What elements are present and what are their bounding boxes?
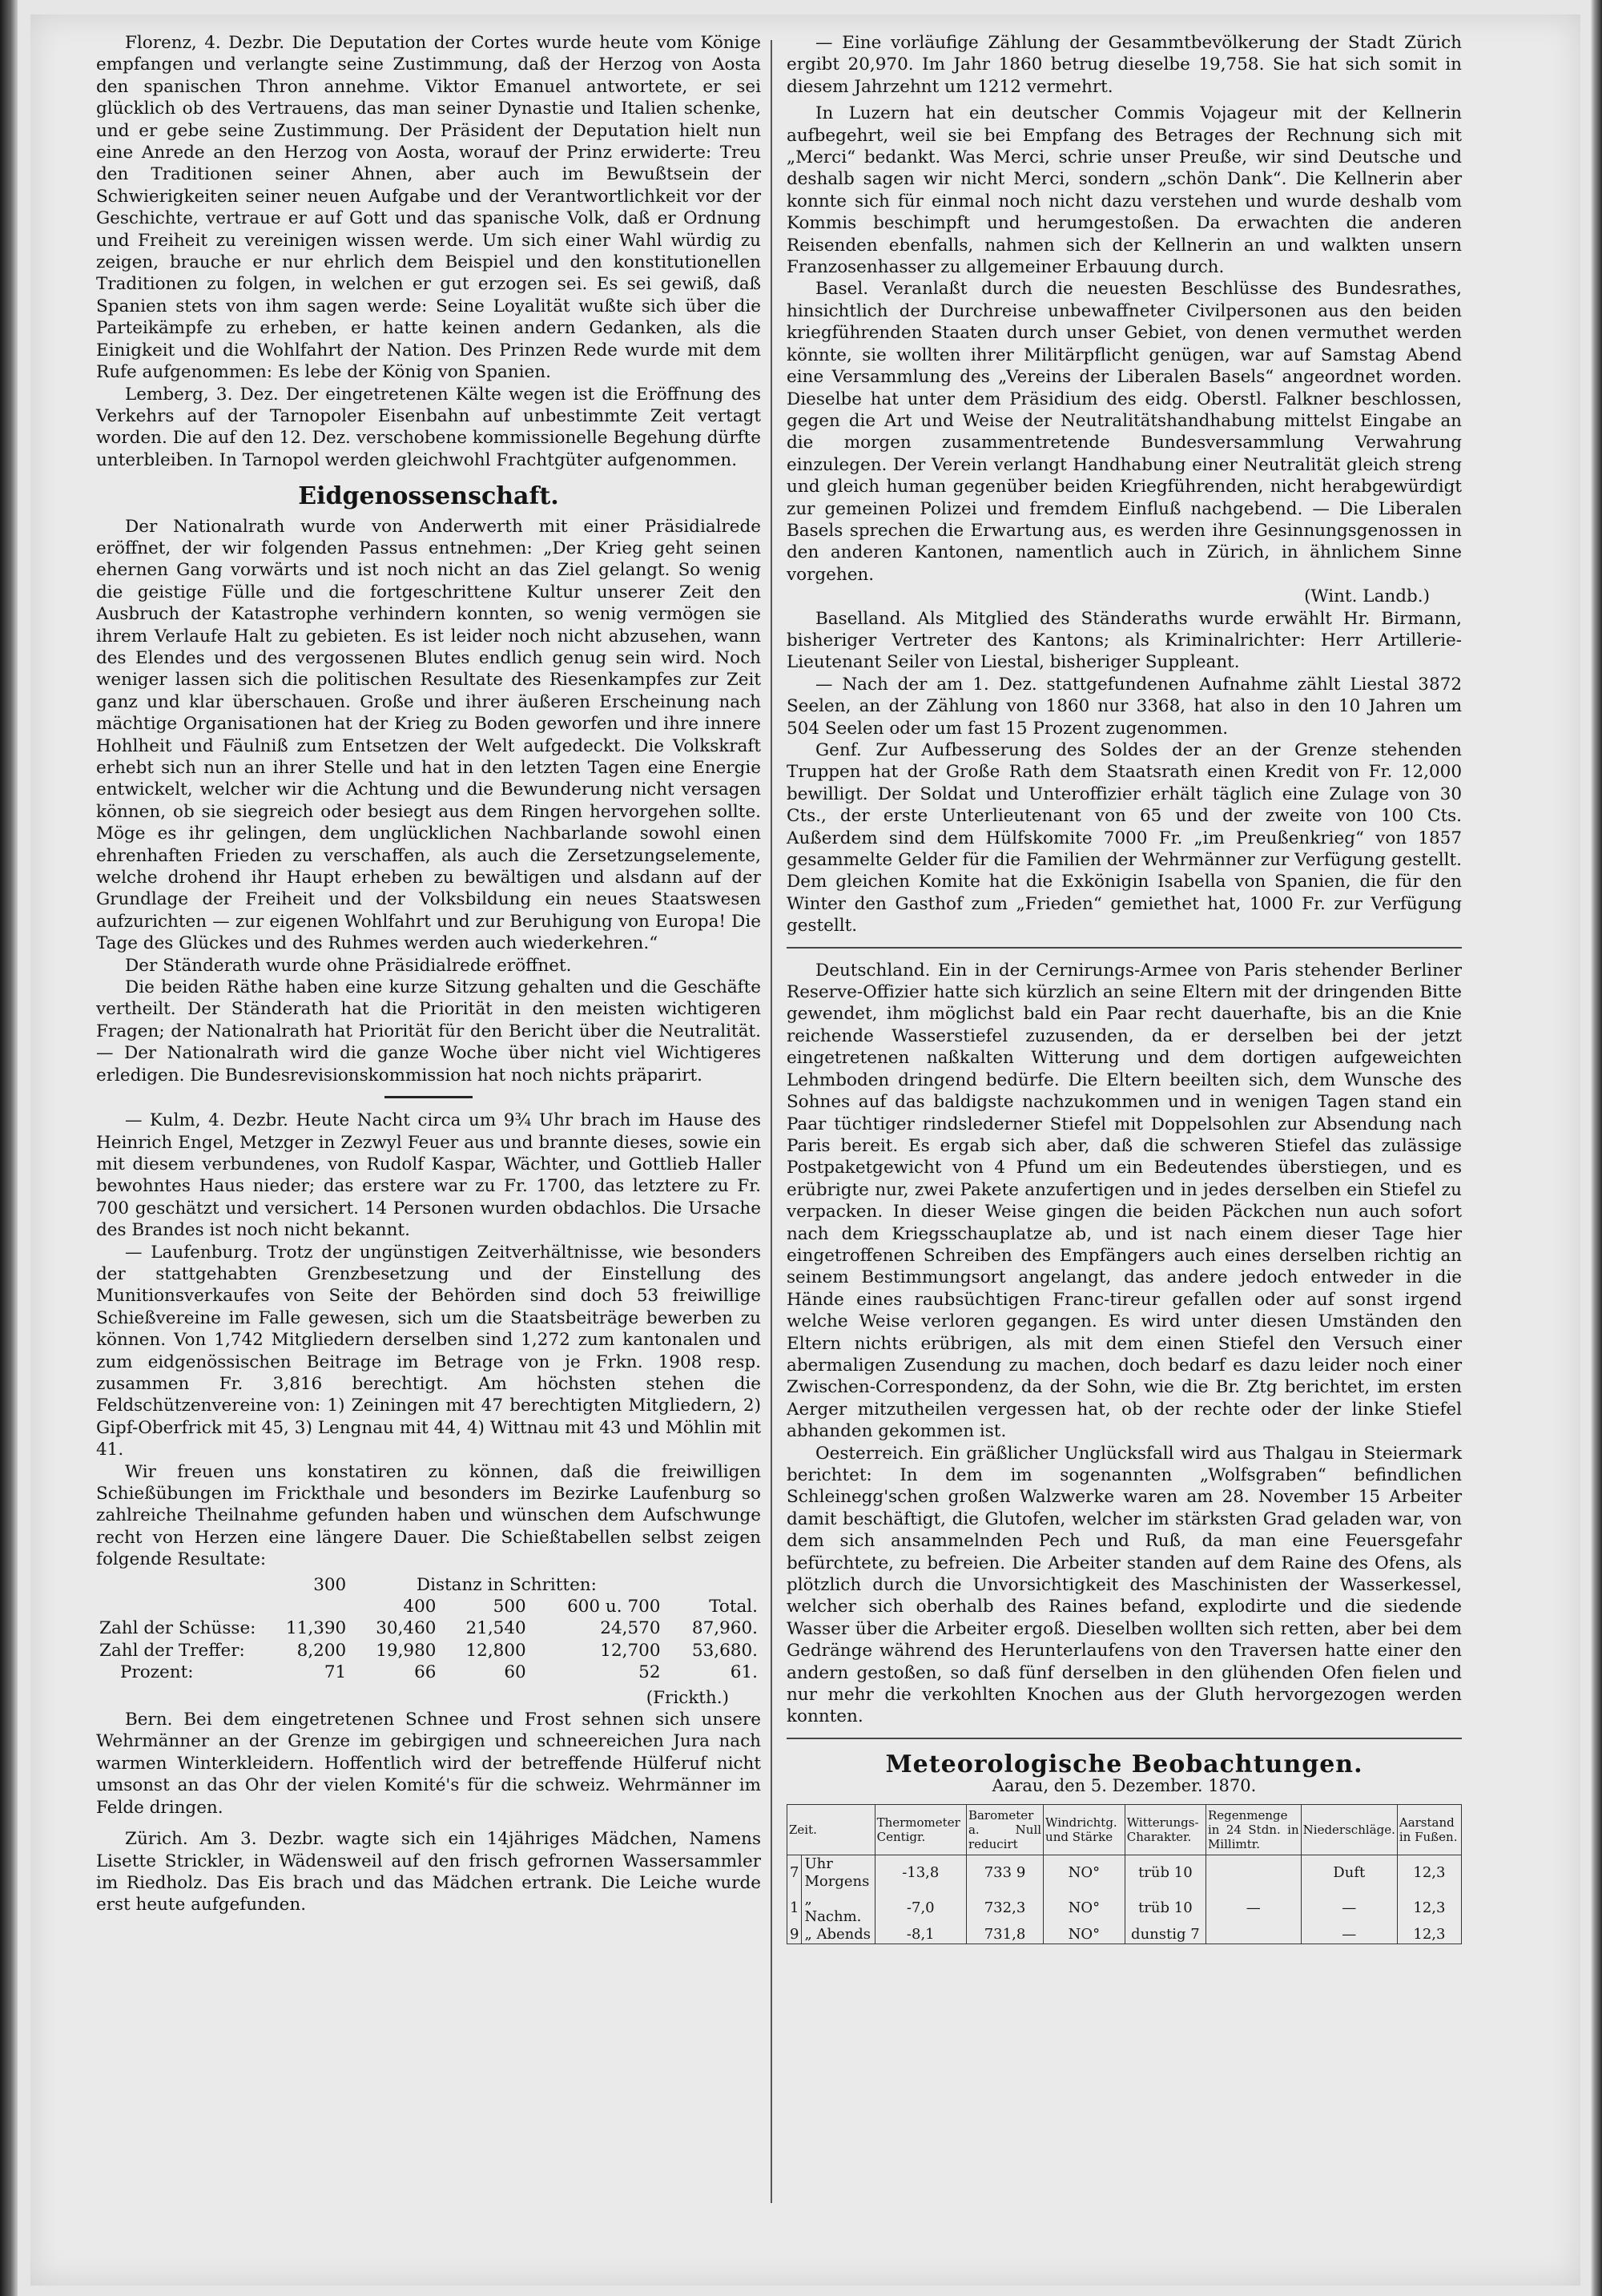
table-cell: „ Abends [802, 1926, 875, 1944]
article-raethe: Die beiden Räthe haben eine kurze Sitzung gehalten und die Geschäfte vertheilt. Der Ständerath hat die Priorität in den meisten wichtigeren Fragen; der Nationalrath hat Priorität für den Bericht über die Neutralität. — Der Nationalrath wird die ganze Woche über nicht viel Wichtigeres erledigen. Die Bundesrevisionskommission hat noch nichts präparirt. [96, 977, 761, 1086]
weather-table [787, 1804, 1462, 1944]
article-zuerich-zaehlung: — Eine vorläufige Zählung der Gesammtbevölkerung der Stadt Zürich ergibt 20,970. Im Jahr 1860 betrug dieselbe 19,758. Sie hat sich somit in diesem Jahrzehnt um 1212 vermehrt. [787, 33, 1462, 97]
table-row [787, 1855, 1462, 1891]
row-label: Prozent: [120, 1662, 194, 1683]
section-separator [787, 1738, 1462, 1739]
section-separator [384, 1096, 473, 1098]
article-deutschland: Deutschland. Ein in der Cernirungs-Armee von Paris stehender Berliner Reserve-Offizier hatte sich kürzlich an seine Eltern mit der dringenden Bitte gewendet, ihm möglichst bald ein Paar recht dauerhafte, bis an die Knie reichende Wasserstiefel zuzusenden, da er derselben bei der jetzt eingetretenen naßkalten Witterung und dem dortigen aufgeweichten Lehmboden dringend bedürfe. Die Eltern beeilten sich, dem Wunsche des Sohnes auf das baldigste nachzukommen und in wenigen Tagen stand ein Paar tüchtiger rindslederner Stiefel mit Doppelsohlen zur Absendung nach Paris bereit. Es ergab sich aber, daß die schweren Stiefel das zulässige Postpaketgewicht von 4 Pfund um ein Bedeutendes überstiegen, und es erübrigte nur, zwei Pakete anzufertigen und in jedes derselben ein Stiefel zu verpacken. In dieser Weise gingen die beiden Päckchen nun auch sofort nach dem Kriegsschauplatze ab, und ist nach einem dieser Tage hier eingetroffenen Schreiben des Empfängers auch eines derselben richtig an seinem Bestimmungsort angelangt, das andere jedoch entweder in die Hände eines raubsüchtigen Franc-tireur gefallen oder auf sonst irgend welche Weise verloren gegangen. Es wird unter diesen Umständen den Eltern nichts erübrigen, als mit dem einen Stiefel den Versuch einer abermaligen Zusendung zu machen, doch bedarf es dazu leider noch einer Zwischen-Correspondenz, da der Sohn, wie die Br. Ztg berichtet, im ersten Aerger mitzutheilen vergessen hat, ob der rechte oder der linke Stiefel abhanden gekommen ist. [787, 960, 1462, 1442]
meteo-subtitle: Aarau, den 5. Dezember. 1870. [992, 1776, 1257, 1796]
table-cell: 732,3 [966, 1891, 1043, 1926]
left-column [96, 32, 761, 1916]
table-cell: — [1206, 1891, 1301, 1926]
table-cell: 19,980 [376, 1640, 437, 1661]
distance-header: Distanz in Schritten: [416, 1574, 597, 1595]
table-cell: NO° [1044, 1891, 1125, 1926]
table-cell: trüb 10 [1125, 1855, 1206, 1891]
table-row [96, 1596, 761, 1617]
table-cell: -8,1 [875, 1926, 966, 1944]
header-niederschlaege: Niederschläge. [1301, 1804, 1397, 1855]
article-genf: Genf. Zur Aufbesserung des Soldes der an der Grenze stehenden Truppen hat der Große Rath dem Staatsrath einen Kredit von Fr. 12,000 bewilligt. Der Soldat und Unteroffizier erhält täglich eine Zulage von 30 Cts., der erste Unterlieutenant von 65 und der zweite von 100 Cts. Außerdem sind dem Hülfskomite 7000 Fr. „im Preußenkrieg“ von 1857 gesammelte Gelder für die Familien der Wehrmänner zur Verfügung gestellt. Dem gleichen Komite hat die Exkönigin Isabella von Spanien, die für den Winter den Gasthof zum „Frieden“ gemiethet hat, 1000 Fr. zur Verfügung gestellt. [787, 740, 1462, 937]
article-oesterreich: Oesterreich. Ein gräßlicher Unglücksfall wird aus Thalgau in Steiermark berichtet: In dem im sogenannten „Wolfsgraben“ befindlichen Schleinegg'schen großen Walzwerke waren am 28. November 15 Arbeiter damit beschäftigt, die Glutofen, welcher im stärksten Grad geladen war, von dem sich ansammelnden Pech und Ruß, da man eine Feuersgefahr befürchtete, zu befreien. Die Arbeiter standen auf dem Raine des Ofens, als plötzlich durch die Unvorsichtigkeit des Maschinisten der Wasserkessel, welcher sich oberhalb des Raines befand, explodirte und die siedende Wasser über die Arbeiter ergoß. Dieselben wollten sich retten, aber bei dem Gedränge während des Herunterlaufens von den Traversen hatte einer den andern gestoßen, so daß fünf derselben in den glühenden Ofen fielen und nur mehr die verkohlten Knochen aus der Gluth hervorgezogen werden konnten. [787, 1443, 1462, 1727]
col-400: 400 [403, 1597, 437, 1617]
article-basel: Basel. Veranlaßt durch die neuesten Beschlüsse des Bundesrathes, hinsichtlich der Durchreise unbewaffneter Civilpersonen aus den beiden kriegführenden Staaten durch unser Gebiet, von denen vermuthet werden könnte, sie wollten ihrer Militärpflicht genügen, war auf Samstag Abend eine Versammlung des „Vereins der Liberalen Basels“ angeordnet worden. Dieselbe hat unter dem Präsidium des eidg. Oberstl. Falkner beschlossen, gegen die Art und Weise der Neutralitätshandhabung mittelst Eingabe an die morgen zusammentretende Bundesversammlung Verwahrung einzulegen. Der Verein verlangt Handhabung einer Neutralität gleich streng und gleich human gegenüber beiden Kriegführenden, nicht herabgewürdigt zur gemeinen Polizei und fremdem Einfluß nachgebend. — Die Liberalen Basels sprechen die Erwartung aus, es werden ihre Gesinnungsgenossen in den anderen Kantonen, namentlich auch in Zürich, in ähnlichem Sinne vorgehen. [787, 279, 1462, 585]
right-column [787, 32, 1462, 1944]
table-cell: 52 [638, 1662, 661, 1683]
table-cell: 30,460 [376, 1618, 437, 1639]
table-cell: 7 [787, 1855, 802, 1891]
article-baselland: Baselland. Als Mitglied des Ständeraths wurde erwählt Hr. Birmann, bisheriger Vertreter des Kantons; als Kriminalrichter: Herr Artillerie-Lieutenant Seiler von Liestal, bisheriger Suppleant. [787, 608, 1462, 673]
table-cell: NO° [1044, 1926, 1125, 1944]
table-cell: — [1301, 1891, 1397, 1926]
row-label: Zahl der Schüsse: [99, 1618, 256, 1639]
table-cell: 61. [730, 1662, 758, 1683]
shooting-results-table [96, 1574, 761, 1684]
table-row [96, 1640, 761, 1662]
article-staenderath: Der Ständerath wurde ohne Präsidialrede eröffnet. [125, 955, 572, 976]
article-zuerich-unfall: Zürich. Am 3. Dezbr. wagte sich ein 14jähriges Mädchen, Namens Lisette Strickler, in Wädensweil auf den frisch gefrornen Wassersammler im Riedholz. Das Eis brach und das Mädchen ertrank. Die Leiche wurde erst heute aufgefunden. [96, 1829, 761, 1915]
table-row [787, 1891, 1462, 1926]
table-cell: 12,3 [1397, 1891, 1461, 1926]
table-cell: 11,390 [286, 1618, 347, 1639]
table-cell: trüb 10 [1125, 1891, 1206, 1926]
header-thermometer: Thermometer Centigr. [875, 1804, 966, 1855]
header-witterung: Witterungs-Charakter. [1125, 1804, 1206, 1855]
scan-edge-right [1591, 0, 1602, 2296]
table-row [96, 1574, 761, 1596]
article-luzern: In Luzern hat ein deutscher Commis Vojageur mit der Kellnerin aufbegehrt, weil sie bei Empfang des Betrages der Rechnung sich mit „Merci“ bedankt. Was Merci, schrie unser Preuße, wir sind Deutsche und deshalb sagen wir nicht Merci, sondern „schön Dank“. Die Kellnerin aber konnte sich für einmal noch nicht dazu verstehen und wurde deshalb vom Kommis beschimpft und herumgestoßen. Da erwachten die anderen Reisenden ebenfalls, nahmen sich der Kellnerin an und walkten unsern Franzosenhasser zu allgemeiner Erbauung durch. [787, 103, 1462, 278]
table-cell: 8,200 [296, 1640, 347, 1661]
article-lemberg: Lemberg, 3. Dez. Der eingetretenen Kälte wegen ist die Eröffnung des Verkehrs auf der Tarnopoler Eisenbahn auf unbestimmte Zeit vertagt worden. Die auf den 12. Dez. verschobene kommissionelle Begehung dürfte unterbleiben. In Tarnopol werden gleichwohl Frachtgüter aufgenommen. [96, 384, 761, 470]
col-300: 300 [313, 1574, 347, 1595]
table-cell: 1 [787, 1891, 802, 1926]
header-barometer: Barometer a. Null reducirt [966, 1804, 1043, 1855]
header-regenmenge: Regenmenge in 24 Stdn. in Millimtr. [1206, 1804, 1301, 1855]
table-cell: -7,0 [875, 1891, 966, 1926]
article-laufenburg: — Laufenburg. Trotz der ungünstigen Zeitverhältnisse, wie besonders der stattgehabten Grenzbesetzung und der Einstellung des Munitionsverkaufes von Seite der Behörden sind doch 53 freiwillige Schießvereine im Falle gewesen, sich um die Staatsbeiträge bewerben zu können. Von 1,742 Mitgliedern derselben sind 1,272 zum kantonalen und zum eidgenössischen Beitrage im Betrage von je Frkn. 1908 resp. zusammen Fr. 3,816 berechtigt. Am höchsten stehen die Feldschützenvereine von: 1) Zeiningen mit 47 berechtigten Mitgliedern, 2) Gipf-Oberfrick mit 45, 3) Lengnau mit 44, 4) Wittnau mit 43 und Möhlin mit 41. [96, 1242, 761, 1460]
table-cell: 60 [504, 1662, 526, 1683]
table-cell: 12,3 [1397, 1855, 1461, 1891]
article-nationalrath: Der Nationalrath wurde von Anderwerth mit einer Präsidialrede eröffnet, der wir folgenden Passus entnehmen: „Der Krieg geht seinen ehernen Gang vorwärts und ist noch nicht an das Ziel gelangt. So wenig die geistige Fülle und die fortgeschrittene Kultur unserer Zeit den Ausbruch der Katastrophe verhindern konnten, so wenig vermögen sie ihrem Verlaufe Halt zu gebieten. Es ist leider noch nicht abzusehen, wann des Elendes und des vergossenen Blutes endlich genug sein wird. Noch weniger lassen sich die politischen Resultate des Riesenkampfes zur Zeit ganz und klar überschauen. Große und ihrer äußeren Erscheinung nach mächtige Organisationen hat der Krieg zu Boden geworfen und ihre innere Hohlheit und Fäulniß zum Entsetzen der Welt aufgedeckt. Die Volkskraft erhebt sich nun an ihrer Stelle und hat in den letzten Tagen eine Energie entwickelt, welcher wir die Achtung und die Bewunderung nicht versagen können, ob sie siegreich oder besiegt aus dem Ringen hervorgehen sollte. Möge es ihr gelingen, dem unglücklichen Nachbarlande sowohl einen ehrenhaften Frieden zu verschaffen, als auch die Zersetzungselemente, welche drohend ihr Haupt erheben zu bewältigen und alsdann auf der Grundlage der Freiheit und der Volksbildung ein neues Staatswesen aufzurichten — zur eigenen Wohlfahrt und zur Beruhigung von Europa! Die Tage des Glückes und des Ruhmes werden auch wiederkehren.“ [96, 516, 761, 954]
article-schiessuebungen: Wir freuen uns konstatiren zu können, daß die freiwilligen Schießübungen im Frickthale und besonders im Bezirke Laufenburg so zahlreiche Theilnahme gefunden haben und wünschen dem Aufschwunge recht von Herzen eine längere Dauer. Die Schießtabellen selbst zeigen folgende Resultate: [96, 1461, 761, 1570]
table-cell: 66 [414, 1662, 437, 1683]
table-row [96, 1617, 761, 1639]
table-cell: -13,8 [875, 1855, 966, 1891]
header-aarstand: Aarstand in Fußen. [1397, 1804, 1461, 1855]
col-600-700: 600 u. 700 [567, 1597, 661, 1617]
section-heading-eidgenossenschaft: Eidgenossenschaft. [298, 482, 559, 511]
table-cell [1206, 1926, 1301, 1944]
article-bern: Bern. Bei dem eingetretenen Schnee und Frost sehnen sich unsere Wehrmänner an der Grenze im gebirgigen und schneereichen Jura nach warmen Winterkleidern. Hoffentlich wird der betreffende Hülferuf nicht umsonst an das Ohr der vielen Komité's für die schweiz. Wehrmänner im Felde dringen. [96, 1710, 761, 1818]
table-cell: dunstig 7 [1125, 1926, 1206, 1944]
table-cell: 12,3 [1397, 1926, 1461, 1944]
col-total: Total. [709, 1597, 758, 1617]
table-header-row [787, 1804, 1462, 1855]
table-cell: 9 [787, 1926, 802, 1944]
table-cell: 24,570 [600, 1618, 661, 1639]
header-zeit: Zeit. [787, 1804, 875, 1855]
table-cell: 21,540 [465, 1618, 526, 1639]
table-cell: 71 [324, 1662, 347, 1683]
table-cell: NO° [1044, 1855, 1125, 1891]
table-cell: 733 9 [966, 1855, 1043, 1891]
table-cell: — [1301, 1926, 1397, 1944]
column-divider [771, 40, 772, 2203]
article-liestal: — Nach der am 1. Dez. stattgefundenen Aufnahme zählt Liestal 3872 Seelen, an der Zählung von 1860 nur 3368, hat also in den 10 Jahren um 504 Seelen oder um fast 15 Prozent zugenommen. [787, 674, 1462, 739]
scan-edge-left [0, 0, 18, 2296]
section-separator [787, 947, 1462, 949]
table-cell: Duft [1301, 1855, 1397, 1891]
meteo-title: Meteorologische Beobachtungen. [885, 1750, 1363, 1778]
table-row [787, 1926, 1462, 1944]
table-cell: 87,960. [691, 1618, 758, 1639]
table-row [96, 1662, 761, 1683]
table-cell: 53,680. [691, 1640, 758, 1661]
table-cell: 12,700 [600, 1640, 661, 1661]
header-wind: Windrichtg. und Stärke [1044, 1804, 1125, 1855]
col-500: 500 [493, 1597, 526, 1617]
source-wint-landb: (Wint. Landb.) [1304, 586, 1430, 607]
article-florenz: Florenz, 4. Dezbr. Die Deputation der Cortes wurde heute vom Könige empfangen und verlangte seine Zustimmung, daß der Herzog von Aosta den spanischen Thron annehme. Viktor Emanuel antwortete, er sei glücklich ob des Vertrauens, das man seiner Dynastie und Italien schenke, und er gebe seine Zustimmung. Der Präsident der Deputation hielt nun eine Anrede an den Herzog von Aosta, worauf der Prinz erwiderte: Treu den Traditionen seiner Ahnen, aber auch im Bewußtsein der Schwierigkeiten seiner neuen Aufgabe und der Verantwortlichkeit vor der Geschichte, vertraue er auf Gott und das spanische Volk, daß er Ordnung und Freiheit zu vereinigen wissen werde. Um sich einer Wahl würdig zu zeigen, brauche er nur ehrlich dem Beispiel und den konstitutionellen Traditionen zu folgen, in welchen er gut erzogen sei. Es sei gewiß, daß Spanien stets von ihm sagen werde: Seine Loyalität wußte sich über die Parteikämpfe zu erheben, er hatte keinen andern Gedanken, als die Einigkeit und die Wohlfahrt der Nation. Des Prinzen Rede wurde mit dem Rufe aufgenommen: Es lebe der König von Spanien. [96, 33, 761, 383]
table-cell [1206, 1855, 1301, 1891]
table-cell: Uhr Morgens [802, 1855, 875, 1891]
table-cell: 12,800 [465, 1640, 526, 1661]
article-kulm: — Kulm, 4. Dezbr. Heute Nacht circa um 9¾ Uhr brach im Hause des Heinrich Engel, Metzger in Zezwyl Feuer aus und brannte dieses, sowie ein mit diesem verbundenes, von Rudolf Kaspar, Wächter, und Gottlieb Haller bewohntes Haus nieder; das erstere war zu Fr. 1700, das letztere zu Fr. 700 geschätzt und versichert. 14 Personen wurden obdachlos. Die Ursache des Brandes ist noch nicht bekannt. [96, 1110, 761, 1241]
table-cell: 731,8 [966, 1926, 1043, 1944]
row-label: Zahl der Treffer: [99, 1640, 245, 1661]
table-cell: „ Nachm. [802, 1891, 875, 1926]
source-frickth: (Frickth.) [646, 1687, 729, 1708]
